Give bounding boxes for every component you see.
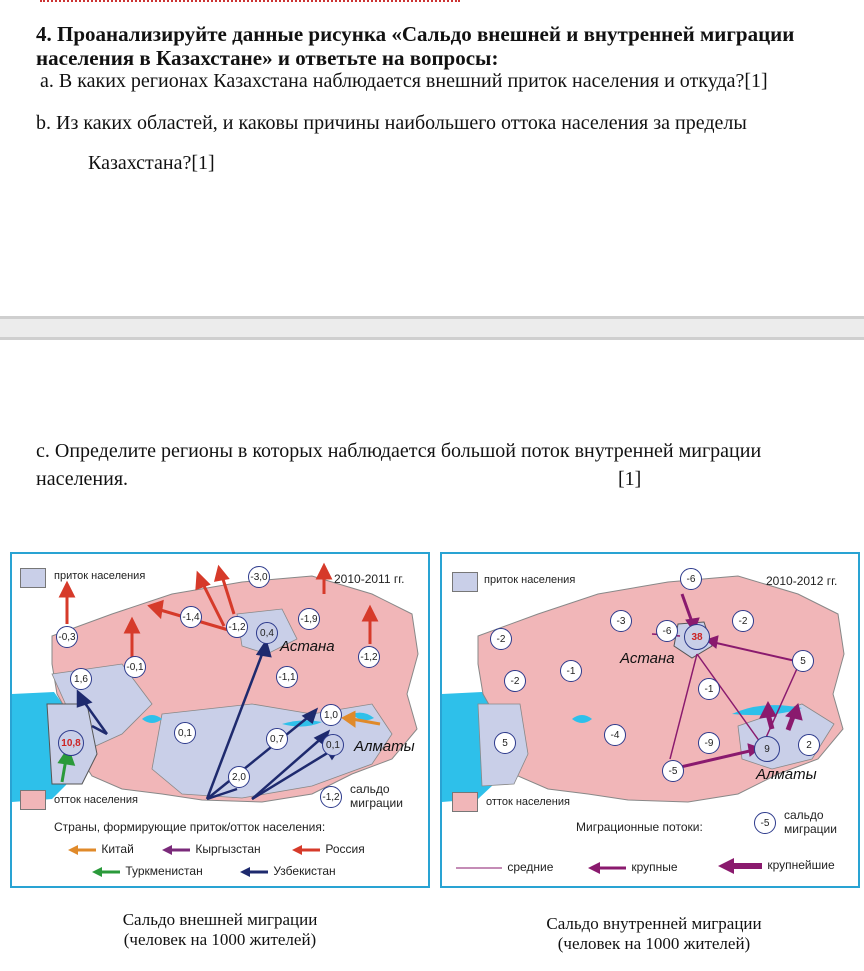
saldo-value: -1,1 <box>276 666 298 688</box>
saldo-value: 0,1 <box>174 722 196 744</box>
internal-migration-map-graphic <box>442 554 858 886</box>
saldo-value: -0,1 <box>124 656 146 678</box>
russia-arrow-icon <box>292 845 322 855</box>
question-b-line1: b. Из каких областей, и каковы причины наибольшего оттока населения за пределы <box>36 112 747 134</box>
map1-caption-line1: Сальдо внешней миграции <box>122 910 318 929</box>
turkmenistan-arrow-icon <box>92 867 122 877</box>
legend-country-russia <box>292 842 365 856</box>
map1-caption <box>70 910 370 950</box>
country-name: Узбекистан <box>273 864 336 878</box>
map1-city-almaty: Алматы <box>354 738 415 755</box>
question-c-line1: c. Определите регионы в которых наблюдается большой поток внутренней миграции <box>36 440 762 462</box>
map2-caption-line2: (человек на 1000 жителей) <box>557 934 751 953</box>
map2-caption-line1: Сальдо внутренней миграции <box>546 914 762 933</box>
internal-migration-map <box>440 552 860 888</box>
flow-largest-label: крупнейшие <box>767 858 835 873</box>
saldo-value: 5 <box>494 732 516 754</box>
legend-country-kyrgyzstan <box>162 842 261 856</box>
saldo-value: -1,2 <box>226 616 248 638</box>
largest-flow-arrow-icon <box>718 858 764 874</box>
external-migration-map <box>10 552 430 888</box>
saldo-value: -1,4 <box>180 606 202 628</box>
question-a: a. В каких регионах Казахстана наблюдается внешний приток населения и откуда?[1] <box>40 70 768 92</box>
uzbekistan-arrow-icon <box>240 867 270 877</box>
saldo-value: -2 <box>504 670 526 692</box>
map1-period: 2010-2011 гг. <box>334 572 405 586</box>
flows-label: Миграционные потоки: <box>576 820 703 834</box>
saldo-value: -4 <box>604 724 626 746</box>
countries-title: Страны, формирующие приток/отток населения: <box>54 820 326 834</box>
legend-outflow-swatch <box>20 790 46 810</box>
saldo-value: -6 <box>680 568 702 590</box>
saldo-legend-example: -1,2 <box>320 786 342 808</box>
kyrgyzstan-arrow-icon <box>162 845 192 855</box>
saldo-value: -3,0 <box>248 566 270 588</box>
saldo-value: 1,0 <box>320 704 342 726</box>
question-c-line2: населения. <box>36 468 129 490</box>
legend-flow-large <box>588 860 678 874</box>
legend-country-china <box>68 842 134 856</box>
question-c-mark: [1] <box>618 468 642 490</box>
saldo-value: -1,2 <box>358 646 380 668</box>
saldo-value: 0,1 <box>322 734 344 756</box>
saldo-value: -0,3 <box>56 626 78 648</box>
saldo-legend-example: -5 <box>754 812 776 834</box>
saldo-value: 10,8 <box>58 730 84 756</box>
map2-caption <box>504 914 804 954</box>
map1-caption-line2: (человек на 1000 жителей) <box>123 930 317 949</box>
saldo-label-2: миграции <box>784 822 837 836</box>
saldo-value: 5 <box>792 650 814 672</box>
saldo-value: 2,0 <box>228 766 250 788</box>
saldo-value: -1,9 <box>298 608 320 630</box>
legend-outflow-swatch <box>452 792 478 812</box>
external-migration-map-graphic <box>12 554 428 886</box>
legend-inflow-label: приток населения <box>484 574 576 586</box>
saldo-value: -2 <box>732 610 754 632</box>
section-separator <box>0 316 864 340</box>
medium-flow-arrow-icon <box>456 863 504 873</box>
china-arrow-icon <box>68 845 98 855</box>
map2-city-astana: Астана <box>620 650 675 667</box>
saldo-value: -1 <box>698 678 720 700</box>
legend-outflow-label: отток населения <box>54 794 138 806</box>
question-b-line2: Казахстана?[1] <box>88 152 215 174</box>
map2-period: 2010-2012 гг. <box>766 574 838 588</box>
saldo-value: 1,6 <box>70 668 92 690</box>
map1-city-astana: Астана <box>280 638 335 655</box>
legend-flow-largest <box>718 858 835 874</box>
saldo-value: 0,4 <box>256 622 278 644</box>
flow-large-label: крупные <box>631 860 678 874</box>
saldo-value: -1 <box>560 660 582 682</box>
top-decoration-line <box>40 0 460 5</box>
question-title: 4. Проанализируйте данные рисунка «Сальдо внешней и внутренней миграции населения в Казахстане» и ответьте на вопросы: <box>36 22 795 70</box>
saldo-label-2: миграции <box>350 796 403 810</box>
legend-inflow-label: приток населения <box>54 570 146 582</box>
saldo-value: -6 <box>656 620 678 642</box>
legend-inflow-swatch <box>452 572 478 592</box>
saldo-value: 9 <box>754 736 780 762</box>
large-flow-arrow-icon <box>588 862 628 874</box>
legend-inflow-swatch <box>20 568 46 588</box>
legend-country-uzbekistan <box>240 864 336 878</box>
saldo-value: 0,7 <box>266 728 288 750</box>
map2-city-almaty: Алматы <box>756 766 817 783</box>
saldo-value: -9 <box>698 732 720 754</box>
saldo-value: -2 <box>490 628 512 650</box>
country-name: Россия <box>325 842 365 856</box>
country-name: Кыргызстан <box>195 842 261 856</box>
saldo-label-1: сальдо <box>784 808 824 822</box>
country-name: Туркменистан <box>125 864 203 878</box>
saldo-value: 38 <box>684 624 710 650</box>
saldo-value: -5 <box>662 760 684 782</box>
flow-medium-label: средние <box>507 860 554 874</box>
legend-country-turkmenistan <box>92 864 203 878</box>
saldo-value: 2 <box>798 734 820 756</box>
legend-flow-medium <box>456 860 553 874</box>
legend-outflow-label: отток населения <box>486 796 570 808</box>
saldo-value: -3 <box>610 610 632 632</box>
saldo-label-1: сальдо <box>350 782 390 796</box>
country-name: Китай <box>101 842 134 856</box>
